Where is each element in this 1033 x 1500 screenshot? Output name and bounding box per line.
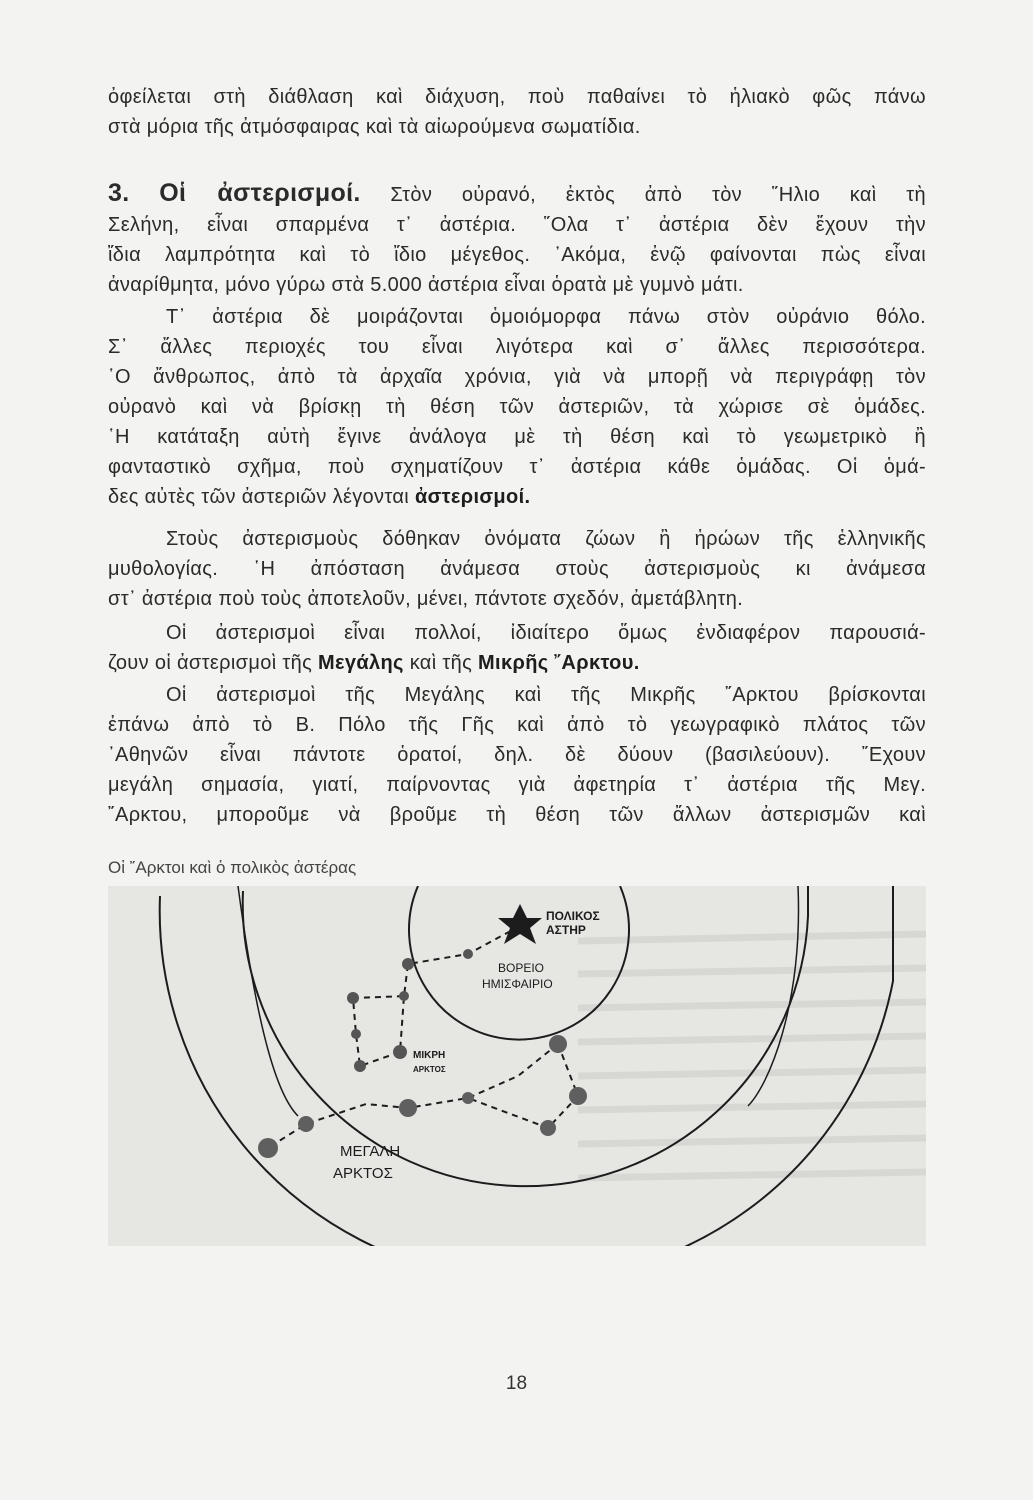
text-line: ὀφείλεται στὴ διάθλαση καὶ διάχυση, ποὺ παθαίνει τὸ ἡλιακὸ φῶς πάνω (108, 86, 926, 108)
text-line: Σελήνη, εἶναι σπαρμένα τ᾽ ἀστέρια. ῞Ολα τ᾽ ἀστέρια δὲν ἔχουν τὴν (108, 214, 926, 236)
text-line (108, 482, 926, 512)
text-fragment: καὶ τῆς (403, 652, 479, 674)
section-heading-line (108, 176, 926, 210)
bold-term: Μεγάλης (318, 652, 404, 674)
great-bear-label: ΜΕΓΑΛΗ (340, 1143, 401, 1160)
star (347, 992, 359, 1004)
text-line: μυθολογίας. ῾Η ἀπόσταση ἀνάμεσα στοὺς ἀστερισμοὺς κι ἀνάμεσα (108, 558, 926, 580)
star (258, 1138, 278, 1158)
page-number: 18 (505, 1373, 528, 1394)
star (402, 958, 414, 970)
text-line: οὐρανὸ καὶ νὰ βρίσκῃ τὴ θέση τῶν ἀστεριῶν, τὰ χώρισε σὲ ὁμάδες. (108, 396, 926, 418)
text-fragment: Στὸν οὐρανό, ἐκτὸς ἀπὸ τὸν ῞Ηλιο καὶ τὴ (390, 184, 926, 206)
figure-caption: Οἱ ῎Αρκτοι καὶ ὁ πολικὸς ἀστέρας (108, 858, 357, 877)
star (298, 1116, 314, 1132)
star (354, 1060, 366, 1072)
little-bear-label: ΜΙΚΡΗ (413, 1050, 446, 1061)
text-line: ᾽Αθηνῶν εἶναι πάντοτε ὁρατοί, δηλ. δὲ δύουν (βασιλεύουν). ῎Εχουν (108, 744, 926, 766)
star (399, 991, 409, 1001)
text-line (108, 648, 926, 678)
text-line: φανταστικὸ σχῆμα, ποὺ σχηματίζουν τ᾽ ἀστέρια κάθε ὁμάδας. Οἱ ὁμά- (108, 456, 926, 478)
figure-background (108, 886, 926, 1246)
text-line: ἴδια λαμπρότητα καὶ τὸ ἴδιο μέγεθος. ᾽Ακόμα, ἐνῷ φαίνονται πὼς εἶναι (108, 244, 926, 266)
text-line: ἀναρίθμητα, μόνο γύρω στὰ 5.000 ἀστέρια εἶναι ὁρατὰ μὲ γυμνὸ μάτι. (108, 274, 744, 296)
star (351, 1029, 361, 1039)
text-line: μεγάλη σημασία, γιατί, παίρνοντας γιὰ ἀφετηρία τ᾽ ἀστέρια τῆς Μεγ. (108, 774, 926, 796)
text-line: Σ᾽ ἄλλες περιοχές του εἶναι λιγότερα καὶ σ᾽ ἄλλες περισσότερα. (108, 336, 926, 358)
star (549, 1035, 567, 1053)
section-title: Οἱ ἀστερισμοί. (159, 179, 361, 207)
text-line: Τ᾽ ἀστέρια δὲ μοιράζονται ὁμοιόμορφα πάνω στὸν οὐράνιο θόλο. (166, 306, 926, 328)
text-fragment: ζουν οἱ ἀστερισμοὶ τῆς (108, 652, 319, 674)
great-bear-label: ΑΡΚΤΟΣ (333, 1165, 393, 1182)
hemisphere-label: ΗΜΙΣΦΑΙΡΙΟ (482, 977, 553, 991)
star (540, 1120, 556, 1136)
star (462, 1092, 474, 1104)
polaris-label: ΠΟΛΙΚΟΣ (546, 909, 600, 923)
star (399, 1099, 417, 1117)
text-line: Στοὺς ἀστερισμοὺς δόθηκαν ὀνόματα ζώων ἢ ἡρώων τῆς ἑλληνικῆς (166, 528, 926, 550)
text-fragment: δες αὐτὲς τῶν ἀστεριῶν λέγονται (108, 486, 415, 508)
section-number: 3. (108, 179, 130, 207)
hemisphere-label: ΒΟΡΕΙΟ (498, 961, 545, 975)
text-line: ῎Αρκτου, μποροῦμε νὰ βροῦμε τὴ θέση τῶν ἄλλων ἀστερισμῶν καὶ (108, 804, 926, 826)
text-line: ῾Ο ἄνθρωπος, ἀπὸ τὰ ἀρχαῖα χρόνια, γιὰ νὰ μπορῇ νὰ περιγράφῃ τὸν (108, 366, 926, 388)
little-bear-label: ΑΡΚΤΟΣ (413, 1065, 446, 1074)
bears-diagram (108, 886, 926, 1246)
paragraph-visibility (108, 680, 926, 830)
paragraph-names (108, 524, 926, 614)
text-line: στὰ μόρια τῆς ἀτμόσφαιρας καὶ τὰ αἰωρούμενα σωματίδια. (108, 116, 641, 138)
star (393, 1045, 407, 1059)
text-line: Οἱ ἀστερισμοὶ τῆς Μεγάλης καὶ τῆς Μικρῆς ῎Αρκτου βρίσκονται (166, 684, 926, 706)
paragraph-distribution (108, 302, 926, 512)
intro-paragraph (108, 82, 926, 142)
paragraph-bears (108, 618, 926, 678)
text-line: στ᾽ ἀστέρια ποὺ τοὺς ἀποτελοῦν, μένει, πάντοτε σχεδόν, ἀμετάβλητη. (108, 588, 744, 610)
star (569, 1087, 587, 1105)
text-line: Οἱ ἀστερισμοὶ εἶναι πολλοί, ἰδιαίτερο ὅμως ἐνδιαφέρον παρουσιά- (166, 622, 926, 644)
bold-term: Μικρῆς ῎Αρκτου. (478, 652, 640, 674)
star (463, 949, 473, 959)
bold-term: ἀστερισμοί. (414, 486, 531, 508)
text-line: ῾Η κατάταξη αὐτὴ ἔγινε ἀνάλογα μὲ τὴ θέση καὶ τὸ γεωμετρικὸ ἢ (108, 426, 926, 448)
polaris-label: ΑΣΤΗΡ (546, 923, 586, 937)
section-asterisms (108, 176, 926, 300)
text-line: ἐπάνω ἀπὸ τὸ Β. Πόλο τῆς Γῆς καὶ ἀπὸ τὸ γεωγραφικὸ πλάτος τῶν (108, 714, 926, 736)
